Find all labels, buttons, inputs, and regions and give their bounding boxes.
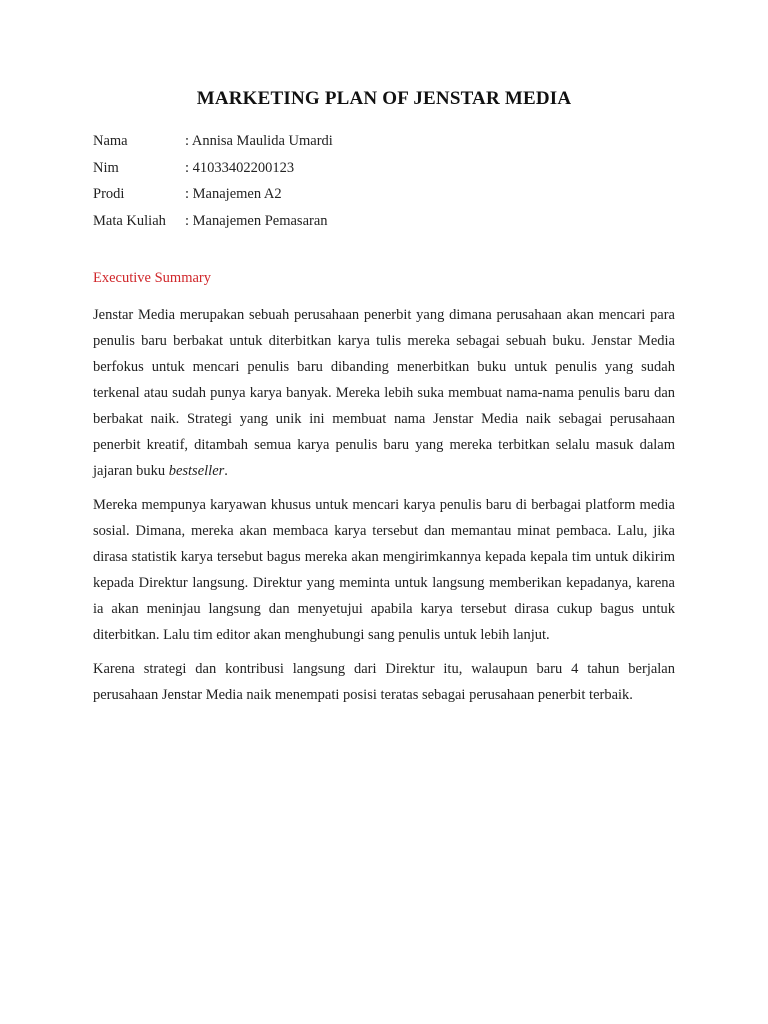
- paragraph-1-italic-term: bestseller: [168, 463, 225, 479]
- paragraph-1-text: Jenstar Media merupakan sebuah perusahaan penerbit yang dimana perusahaan akan mencari para penulis baru berbakat untuk diterbitkan karya tulis mereka sebagai sebuah buku. Jenstar Media berfokus untuk mencari penulis baru dibanding menerbitkan buku untuk penulis yang sudah terkenal atau sudah punya karya banyak. Mereka lebih suka membuat nama-nama penulis baru dan berbakat naik. Strategi yang unik ini membuat nama Jenstar Media naik sebagai perusahaan penerbit kreatif, ditambah semua karya penulis baru yang mereka terbitkan selalu masuk dalam jajaran buku: [93, 307, 675, 479]
- executive-summary-body: [93, 302, 675, 716]
- info-label: Mata Kuliah: [93, 212, 166, 229]
- info-row-mata-kuliah: [93, 208, 333, 235]
- paragraph-1: [93, 302, 675, 484]
- info-value: : 41033402200123: [185, 159, 295, 176]
- info-value: : Manajemen Pemasaran: [185, 212, 328, 229]
- document-title: MARKETING PLAN OF JENSTAR MEDIA: [196, 88, 572, 109]
- paragraph-2: Mereka mempunya karyawan khusus untuk mencari karya penulis baru di berbagai platform media sosial. Dimana, mereka akan membaca karya tersebut dan memantau minat pembaca. Lalu, jika dirasa statistik karya tersebut bagus mereka akan mengirimkannya kepada kepala tim untuk dikirim kepada Direktur langsung. Direktur yang meminta untuk langsung memberikan kepadanya, karena ia akan meninjau langsung dan menyetujui apabila karya tersebut dirasa cukup bagus untuk diterbitkan. Lalu tim editor akan menghubungi sang penulis untuk lebih lanjut.: [93, 497, 675, 643]
- info-row-nim: [93, 155, 333, 182]
- info-label: Nim: [93, 159, 119, 176]
- info-row-prodi: [93, 181, 333, 208]
- info-row-nama: [93, 128, 333, 155]
- info-value: : Annisa Maulida Umardi: [185, 133, 333, 149]
- info-label: Prodi: [93, 186, 125, 202]
- section-heading-executive-summary: Executive Summary: [93, 270, 211, 286]
- paragraph-1-end: .: [224, 463, 228, 479]
- info-label: Nama: [93, 133, 128, 149]
- student-info-block: [93, 128, 333, 234]
- paragraph-3: Karena strategi dan kontribusi langsung dari Direktur itu, walaupun baru 4 tahun berjalan perusahaan Jenstar Media naik menempati posisi teratas sebagai perusahaan penerbit terbaik.: [93, 661, 675, 703]
- info-value: : Manajemen A2: [185, 186, 282, 202]
